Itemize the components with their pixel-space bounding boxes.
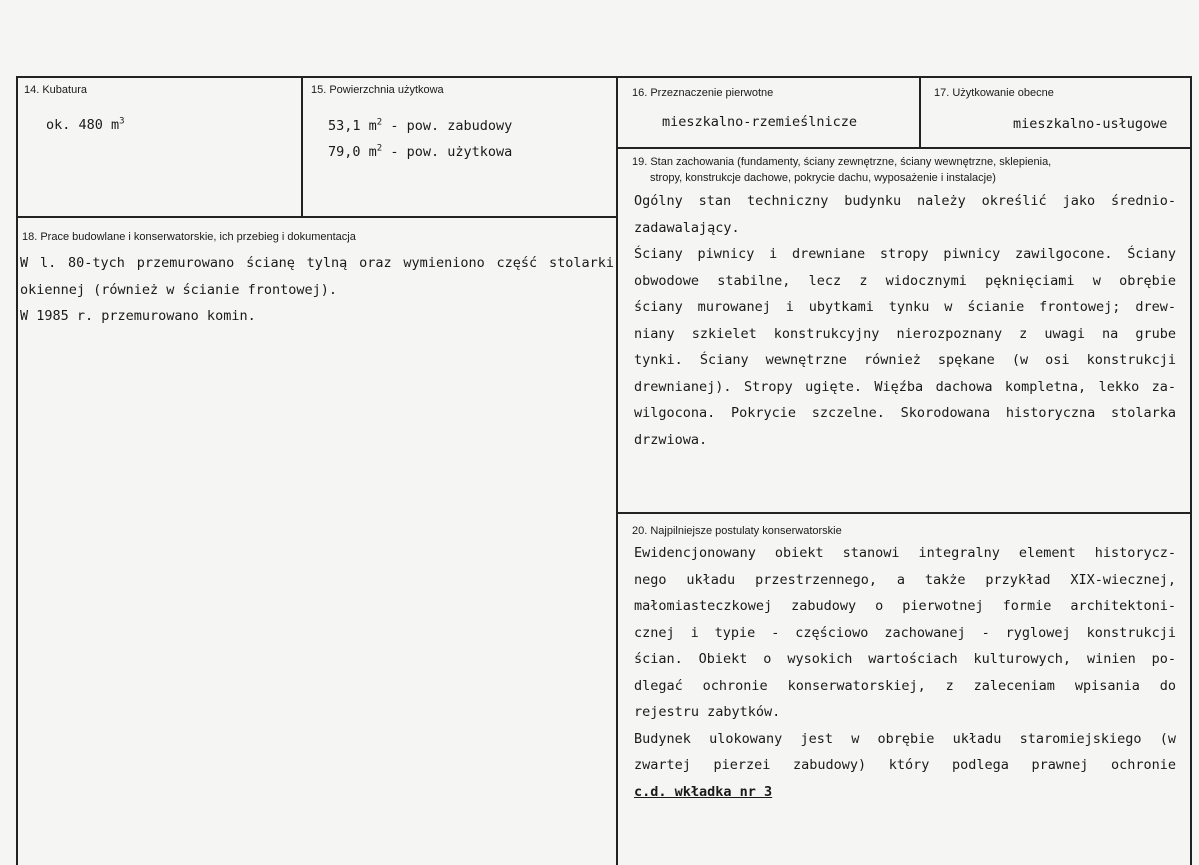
field-15-label: 15. Powierzchnia użytkowa (311, 84, 444, 96)
divider-14-15 (301, 76, 303, 218)
field-18-line: okiennej (również w ścianie frontowej). (20, 281, 337, 298)
field-19-line: drzwiowa. (634, 431, 708, 448)
field-20-line: Budynek ulokowany jest w obrębie układu staromiejskiego (w (634, 730, 1176, 747)
field-16-value: mieszkalno-rzemieślnicze (662, 114, 858, 130)
center-divider (616, 76, 618, 865)
field-14-text: ok. 480 m (46, 117, 120, 133)
field-17-value: mieszkalno-usługowe (1013, 116, 1168, 132)
field-18-line: W 1985 r. przemurowano komin. (20, 308, 256, 324)
field-20-line (634, 779, 1176, 806)
field-19-line: niany szkielet konstrukcyjny nierozpoznany z uwagi na grube (634, 325, 1176, 342)
field-20-line: cznej i typie - częściowo zachowanej - ryglowej konstrukcji (634, 624, 1176, 641)
field-19-line: tynki. Ściany wewnętrzne również spękane (w osi konstrukcji (634, 352, 1176, 368)
field-19-label-cont: stropy, konstrukcje dachowe, pokrycie dachu, wyposażenie i instalacje) (650, 172, 996, 184)
right-rule (1190, 76, 1192, 865)
field-18-line: W l. 80-tych przemurowano ścianę tylną oraz wymieniono część stolarki (20, 255, 614, 271)
field-19-line: wilgocona. Pokrycie szczelne. Skorodowana historyczna stolarka (634, 405, 1176, 421)
field-17-label: 17. Użytkowanie obecne (934, 87, 1054, 99)
field-19-line: obwodowe stabilne, lecz z widocznymi pęknięciami w obrębie (634, 272, 1176, 289)
field-15-line-2 (328, 144, 512, 160)
rule-under-16-17 (616, 147, 1192, 149)
field-20-line: dlegać ochronie konserwatorskiej, z zaleceniam wpisania do (634, 677, 1176, 694)
field-18-label: 18. Prace budowlane i konserwatorskie, ich przebieg i dokumentacja (22, 231, 356, 243)
field-20-line: małomiasteczkowej zabudowy o pierwotnej formie architektoni- (634, 598, 1176, 614)
divider-16-17 (919, 76, 921, 148)
left-rule (16, 76, 18, 865)
field-20-line: Ewidencjonowany obiekt stanowi integralny element historycz- (634, 545, 1176, 561)
continuation-reference: c.d. wkładka nr 3 (634, 783, 773, 800)
field-15-line-2-post: - pow. użytkowa (382, 144, 513, 160)
field-20-text (634, 540, 1176, 805)
field-20-line: ścian. Obiekt o wysokich wartościach kulturowych, winien po- (634, 651, 1176, 667)
field-19-line: Ogólny stan techniczny budynku należy określić jako średnio- (634, 193, 1176, 209)
field-15-line-2-sup: 2 (376, 143, 383, 154)
field-19-line: ściany murowanej i ubytkami tynku w ścianie frontowej; drew- (634, 299, 1176, 315)
field-19-label: 19. Stan zachowania (fundamenty, ściany zewnętrzne, ściany wewnętrzne, sklepienia, (632, 156, 1052, 168)
rule-under-19 (616, 512, 1192, 514)
field-16-label: 16. Przeznaczenie pierwotne (632, 87, 774, 99)
field-15-line-2-pre: 79,0 m (328, 144, 377, 160)
rule-under-14-15 (16, 216, 618, 218)
field-19-line: Ściany piwnicy i drewniane stropy piwnicy zawilgocone. Ściany (634, 246, 1176, 262)
field-18-text (20, 250, 614, 330)
field-20-line: rejestru zabytków. (634, 704, 781, 720)
field-20-line: zwartej pierzei zabudowy) który podlega prawnej ochronie (634, 757, 1176, 773)
field-14-value (46, 117, 125, 133)
field-15-line-1 (328, 118, 512, 134)
field-19-line: zadawalający. (634, 219, 740, 236)
field-20-label: 20. Najpilniejsze postulaty konserwatorskie (632, 525, 842, 537)
field-20-line: nego układu przestrzennego, a także przykład XIX-wiecznej, (634, 571, 1176, 588)
field-19-line: drewnianej). Stropy ugięte. Więźba dachowa kompletna, lekko za- (634, 378, 1176, 395)
field-15-line-1-pre: 53,1 m (328, 118, 377, 134)
field-15-line-1-post: - pow. zabudowy (382, 118, 513, 134)
field-14-label: 14. Kubatura (24, 84, 87, 96)
field-14-sup: 3 (119, 116, 125, 127)
field-15-line-1-sup: 2 (376, 117, 383, 128)
top-rule (16, 76, 1192, 78)
field-19-text (634, 188, 1176, 453)
